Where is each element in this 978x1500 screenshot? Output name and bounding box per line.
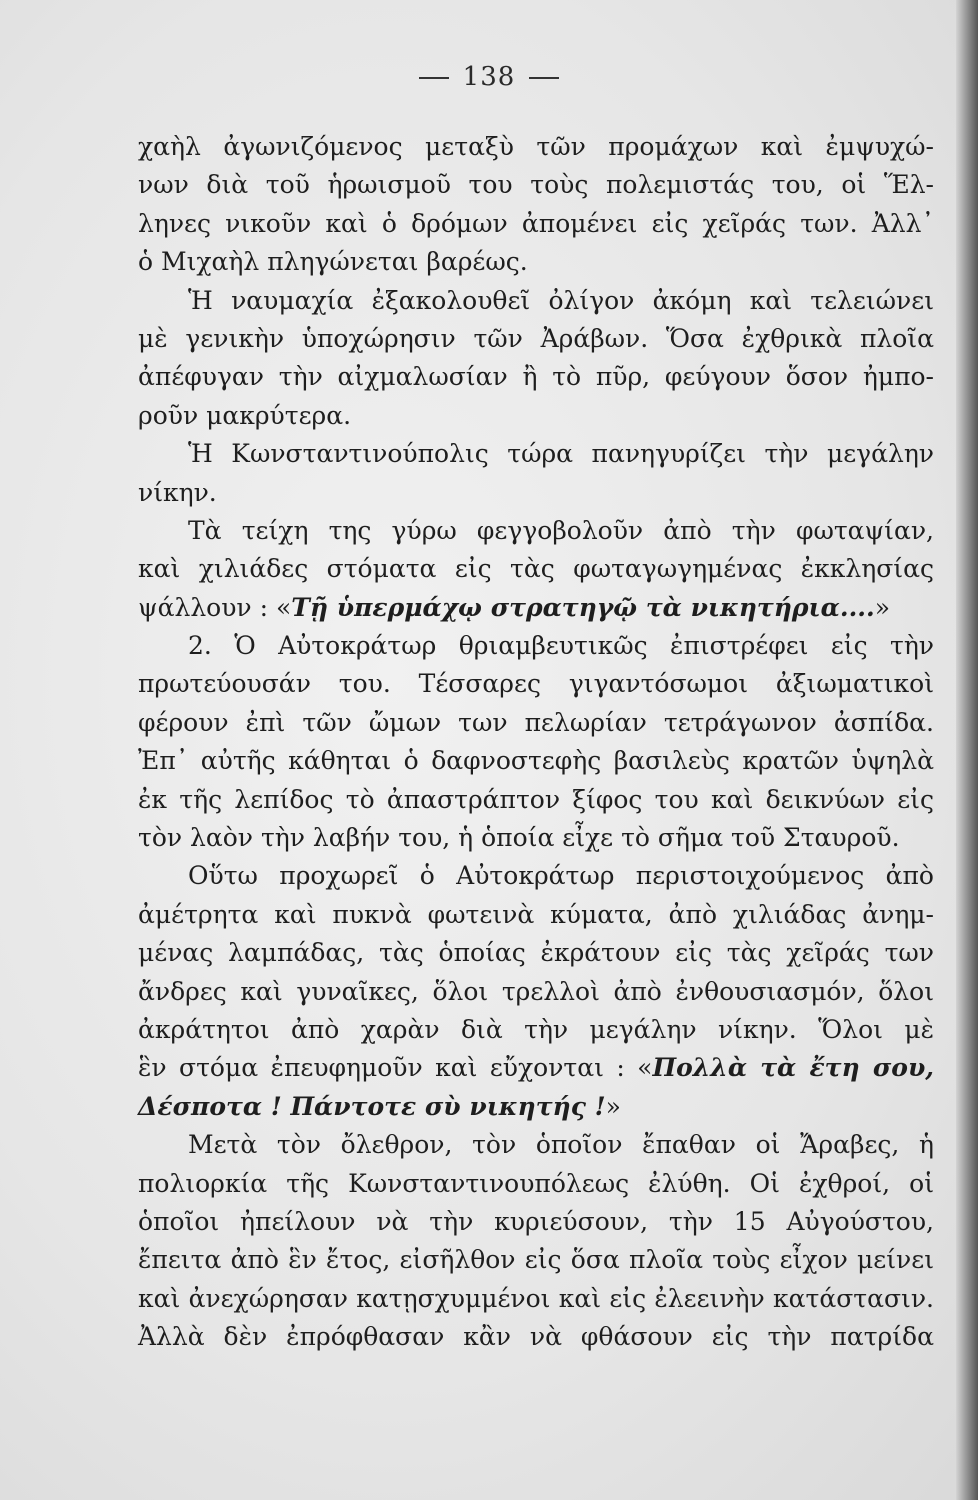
line-text: ἓν στόμα ἐπευφημοῦν καὶ εὔχονται : « bbox=[138, 1053, 653, 1083]
line-text: ἀκράτητοι ἀπὸ χαρὰν διὰ τὴν μεγάλην νίκην. Ὅλοι μὲ bbox=[138, 1014, 934, 1044]
line-text: ὁποῖοι ἠπείλουν νὰ τὴν κυριεύσουν, τὴν 15 Αὐγούστου, bbox=[138, 1206, 934, 1236]
body-text bbox=[138, 128, 934, 1357]
text-line bbox=[138, 320, 934, 358]
line-text: νων διὰ τοῦ ἡρωισμοῦ του τοὺς πολεμιστάς του, οἱ Ἕλ- bbox=[138, 170, 934, 200]
line-text: μένας λαμπάδας, τὰς ὁποίας ἐκράτουν εἰς τὰς χεῖράς των bbox=[138, 938, 934, 968]
text-line bbox=[138, 550, 934, 588]
line-text: Τὰ τείχη της γύρω φεγγοβολοῦν ἀπὸ τὴν φωταψίαν, bbox=[188, 515, 934, 545]
line-text: μὲ γενικὴν ὑποχώρησιν τῶν Ἀράβων. Ὅσα ἐχθρικὰ πλοῖα bbox=[138, 323, 934, 353]
page-number-text: 138 bbox=[462, 62, 516, 92]
line-text: νίκην. bbox=[138, 477, 217, 507]
line-text: Ἐπ᾿ αὐτῆς κάθηται ὁ δαφνοστεφὴς βασιλεὺς κρατῶν ὑψηλὰ bbox=[138, 746, 934, 776]
text-line bbox=[138, 358, 934, 396]
page-number bbox=[0, 62, 978, 92]
line-text: καὶ ἀνεχώρησαν κατῃσχυμμένοι καὶ εἰς ἐλεεινὴν κατάστασιν. bbox=[138, 1283, 934, 1313]
text-line bbox=[138, 1088, 934, 1126]
line-text: ὁ Μιχαὴλ πληγώνεται βαρέως. bbox=[138, 247, 528, 277]
emphasized-text: Τῇ ὑπερμάχῳ στρατηγῷ τὰ νικητήρια.... bbox=[291, 592, 875, 622]
text-line bbox=[138, 742, 934, 780]
text-line bbox=[138, 781, 934, 819]
line-text: πολιορκία τῆς Κωνσταντινουπόλεως ἐλύθη. Οἱ ἐχθροί, οἱ bbox=[138, 1168, 934, 1198]
page-number-right-dash bbox=[529, 77, 559, 79]
text-line bbox=[138, 934, 934, 972]
line-text: χαὴλ ἀγωνιζόμενος μεταξὺ τῶν προμάχων καὶ ἐμψυχώ- bbox=[138, 132, 934, 161]
line-text: τὸν λαὸν τὴν λαβήν του, ἡ ὁποία εἶχε τὸ σῆμα τοῦ Σταυροῦ. bbox=[138, 823, 900, 853]
page-edge-shadow bbox=[956, 0, 978, 1500]
text-line bbox=[138, 1203, 934, 1241]
line-text: Ἡ ναυμαχία ἐξακολουθεῖ ὀλίγον ἀκόμη καὶ τελειώνει bbox=[188, 285, 934, 315]
page-number-left-dash bbox=[419, 77, 449, 79]
text-line bbox=[138, 128, 934, 166]
text-line bbox=[138, 1241, 934, 1279]
text-line bbox=[138, 397, 934, 435]
emphasized-text: Δέσποτα ! Πάντοτε σὺ νικητής ! bbox=[138, 1091, 606, 1121]
text-line bbox=[138, 857, 934, 895]
line-text: ἔπειτα ἀπὸ ἓν ἔτος, εἰσῆλθον εἰς ὅσα πλοῖα τοὺς εἶχον μείνει bbox=[138, 1245, 934, 1275]
text-line bbox=[138, 512, 934, 550]
line-text: ληνες νικοῦν καὶ ὁ δρόμων ἀπομένει εἰς χεῖράς των. Ἀλλ᾿ bbox=[138, 208, 934, 238]
text-line bbox=[138, 435, 934, 473]
text-line bbox=[138, 1165, 934, 1203]
text-line bbox=[138, 1011, 934, 1049]
text-line bbox=[138, 243, 934, 281]
text-line bbox=[138, 1280, 934, 1318]
line-text: » bbox=[605, 1091, 621, 1121]
line-text: ἐκ τῆς λεπίδος τὸ ἀπαστράπτον ξίφος του καὶ δεικνύων εἰς bbox=[138, 784, 934, 814]
text-line bbox=[138, 1049, 934, 1087]
line-text: Οὕτω προχωρεῖ ὁ Αὐτοκράτωρ περιστοιχούμενος ἀπὸ bbox=[188, 861, 934, 891]
line-text: ἄνδρες καὶ γυναῖκες, ὅλοι τρελλοὶ ἀπὸ ἐνθουσιασμόν, ὅλοι bbox=[138, 976, 934, 1006]
text-line bbox=[138, 704, 934, 742]
line-text: Μετὰ τὸν ὄλεθρον, τὸν ὁποῖον ἔπαθαν οἱ Ἄραβες, ἡ bbox=[188, 1130, 934, 1160]
line-text: » bbox=[874, 592, 891, 622]
line-text: ἀπέφυγαν τὴν αἰχμαλωσίαν ἢ τὸ πῦρ, φεύγουν ὅσον ἠμπο- bbox=[138, 362, 934, 392]
text-line bbox=[138, 819, 934, 857]
text-line bbox=[138, 665, 934, 703]
text-line bbox=[138, 1126, 934, 1164]
text-line bbox=[138, 896, 934, 934]
line-text: φέρουν ἐπὶ τῶν ὤμων των πελωρίαν τετράγωνον ἀσπίδα. bbox=[138, 707, 934, 737]
line-text: Ἀλλὰ δὲν ἐπρόφθασαν κἂν νὰ φθάσουν εἰς τὴν πατρίδα bbox=[138, 1322, 934, 1352]
line-text: καὶ χιλιάδες στόματα εἰς τὰς φωταγωγημένας ἐκκλησίας bbox=[138, 554, 934, 584]
text-line bbox=[138, 627, 934, 665]
text-line bbox=[138, 1318, 934, 1356]
text-line bbox=[138, 474, 934, 512]
line-text: 2. Ὁ Αὐτοκράτωρ θριαμβευτικῶς ἐπιστρέφει εἰς τὴν bbox=[188, 631, 934, 661]
text-line bbox=[138, 166, 934, 204]
text-line bbox=[138, 282, 934, 320]
line-text: Ἡ Κωνσταντινούπολις τώρα πανηγυρίζει τὴν μεγάλην bbox=[188, 439, 934, 469]
text-line bbox=[138, 205, 934, 243]
line-text: ψάλλουν : « bbox=[138, 592, 292, 622]
text-line bbox=[138, 589, 934, 627]
text-line bbox=[138, 973, 934, 1011]
line-text: πρωτεύουσάν του. Τέσσαρες γιγαντόσωμοι ἀξιωματικοὶ bbox=[138, 669, 934, 699]
line-text: ἀμέτρητα καὶ πυκνὰ φωτεινὰ κύματα, ἀπὸ χιλιάδας ἀνημ- bbox=[138, 899, 934, 929]
emphasized-text: Πολλὰ τὰ ἔτη σου, bbox=[652, 1053, 934, 1083]
line-text: ροῦν μακρύτερα. bbox=[138, 400, 352, 430]
